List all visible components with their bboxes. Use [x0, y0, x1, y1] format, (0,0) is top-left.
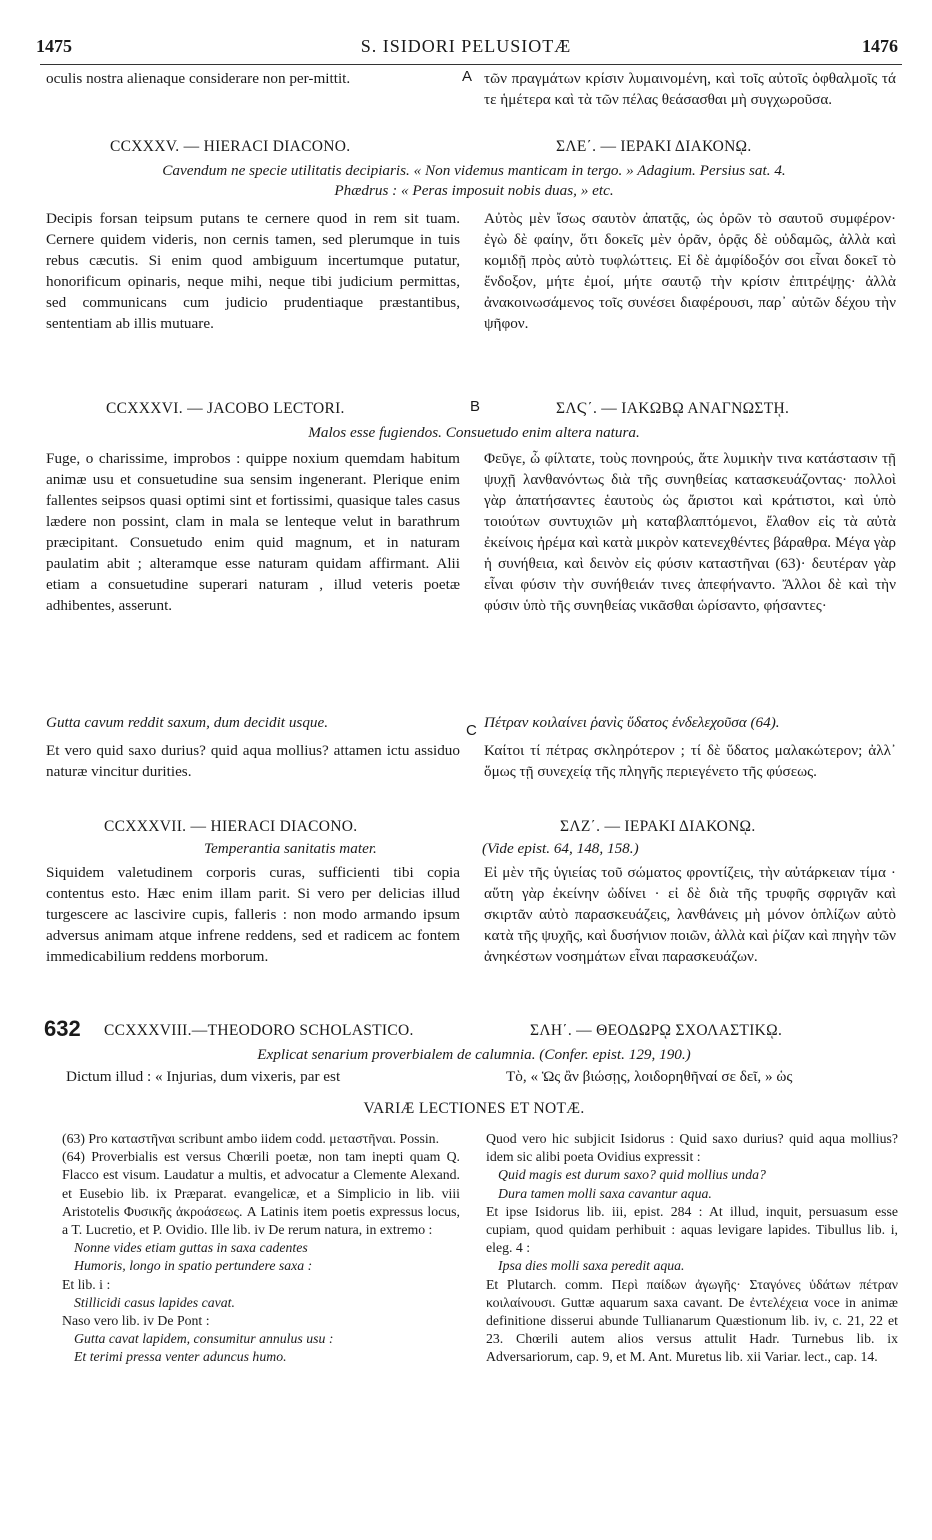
note-verse-line: Quid magis est durum saxo? quid mollius unda?	[498, 1167, 766, 1183]
letter-225-summary-cont: Phædrus : « Peras imposuit nobis duas, » etc.	[334, 182, 614, 199]
letter-225-summary: Cavendum ne specie utilitatis decipiaris. « Non videmus manticam in tergo. » Adagium. Persius sat. 4.	[162, 162, 786, 179]
letter-225-greek-body: Αὐτὸς μὲν ἴσως σαυτὸν ἀπατᾷς, ὡς ὁρῶν τὸ σαυτοῦ συμφέρον· ἐγὼ δὲ φαίην, ὅτι δοκεῖς μὲν ὁρᾶν, ὁρᾷς δὲ οὐδαμῶς, ἀλλὰ καὶ κομιδῇ πρὸς αὐτὸ τυφλώττεις. Εἰ δὲ ἀμφίδοξόν σοι εἶναι δοκεῖ τὸ ἔνδοξον, μήτε ἐμοί, μήτε σαυτῷ τὴν κρίσιν ἐπιτρέψῃς· ἀλλὰ ἀνακοινωσάμενος τοῖς συνέσει διαφέρουσι, παρ᾽ αὐτῶν δέχου τὴν ψῆφον.	[484, 210, 896, 332]
notes-left-column	[62, 1130, 460, 1367]
top-latin-text: oculis nostra alienaque considerare non per-mittit.	[46, 70, 351, 87]
page-number-left: 1475	[36, 36, 72, 56]
margin-marker-a: A	[462, 68, 473, 85]
note-verse-line: Ipsa dies molli saxa peredit aqua.	[498, 1258, 685, 1274]
notes-title: VARIÆ LECTIONES ET NOTÆ.	[363, 1100, 585, 1117]
note-paragraph: (64) Proverbialis est versus Chœrili poetæ, non tam inepti quam Q. Flacco est visum. Laudatur a multis, et advocatur a Clemente Alexand. et Eusebio lib. ix Præparat. evangelicæ, et a Simplicio in lib. viii Aristotelis Φυσικῆς ἀκροάσεως. A Latinis item poetis expressus locus, a T. Lucretio, et P. Ovidio. Ille lib. iv De rerum natura, in extremo :	[62, 1149, 460, 1238]
margin-marker-b: B	[470, 398, 481, 415]
letter-228-greek-heading: ΣΛΗ΄. — ΘΕΟΔΩΡῼ ΣΧΟΛΑΣΤΙΚῼ.	[530, 1022, 783, 1039]
letter-228-summary: Explicat senarium proverbialem de calumnia. (Confer. epist. 129, 190.)	[257, 1046, 691, 1063]
note-paragraph: (63) Pro καταστῆναι scribunt ambo iidem codd. μεταστῆναι. Possin.	[62, 1131, 440, 1146]
letter-227-greek-body: Εἰ μὲν τῆς ὑγιείας τοῦ σώματος φροντίζεις, τὴν αὐτάρκειαν τίμα · αὕτη γὰρ ἐκείνην ὠδίνει · εἰ δὲ διὰ τῆς τρυφῆς σφριγᾶν καὶ σκιρτᾶν αὐτὸ παρασκευάζεις, λανθάνεις μὴ μόνον ὁπλίζων αὐτὸ κατὰ τῆς ψυχῆς, καὶ δυσήνιον ποιῶν, ἀλλὰ καὶ ῥίζαν καὶ πηγὴν τῶν ἀνηκέστων νοσημάτων εἶναι παρασκευάζων.	[484, 864, 896, 965]
note-paragraph: Naso vero lib. iv De Pont :	[62, 1313, 210, 1329]
letter-226-latin-body: Fuge, o charissime, improbos : quippe noxium quemdam habitum animæ usu et consuetudine sua sensim ingenerant. Plerique enim fallentes seipsos quasi optimi sint et fortissimi, quasique tales casus lædere non possint, clam in mala se lenteque velut in barathrum præcipitant. Consuetudo enim quid magnum, et in naturam paulatim abit ; alteramque esse naturam quidam affirmant. Alii etiam a consuetudine superari naturam , illud veteris poetæ adhibentes, asserunt.	[46, 450, 460, 614]
letter-226-greek-after: Καίτοι τί πέτρας σκληρότερον ; τί δὲ ὕδατος μαλακώτερον; ἀλλ᾽ ὅμως τῇ συνεχείᾳ τῆς πληγῆς περιεγένετο τῆς φύσεως.	[484, 742, 896, 780]
note-verse-line: Humoris, longo in spatio pertundere saxa :	[74, 1258, 313, 1274]
note-verse-line: Et terimi pressa venter aduncus humo.	[74, 1349, 287, 1365]
letter-225-latin-body: Decipis forsan teipsum putans te cernere quod in rem sit tuam. Cernere quidem videris, non cernis tamen, sed plerumque in tuis rebus cæcutis. Si enim quod ambiguum incertumque putatur, honorificum opinaris, neque mihi, neque tibi judicium permittas, sed communicans cum judicio prudentiaque præstantibus, sententiam ab illis mutuare.	[46, 210, 460, 332]
margin-column-number: 632	[44, 1016, 81, 1041]
note-verse-line: Nonne vides etiam guttas in saxa cadentes	[74, 1240, 308, 1256]
note-paragraph: Et lib. i :	[62, 1276, 111, 1292]
letter-227-summary: Temperantia sanitatis mater.	[204, 840, 377, 857]
note-verse-line: Gutta cavat lapidem, consumitur annulus usu :	[74, 1331, 334, 1347]
letter-226-greek-heading: ΣΛϚ΄. — ΙΑΚΩΒῼ ΑΝΑΓΝΩΣΤῌ.	[556, 400, 790, 417]
letter-226-summary: Malos esse fugiendos. Consuetudo enim altera natura.	[308, 424, 640, 441]
notes-right-column	[486, 1130, 898, 1367]
page-title: S. ISIDORI PELUSIOTÆ	[360, 36, 572, 56]
letter-228-latin-body: Dictum illud : « Injurias, dum vixeris, par est	[66, 1068, 341, 1085]
letter-227-latin-body: Siquidem valetudinem corporis curas, sufficienti tibi copia contentus esto. Hæc enim illam parit. Si vero per delicias illud turgescere ac lascivire cupis, falleris : non modo armando ipsum adversus animam atque infrene reddens, sed et radicem ac fontem immedicabilium reddens morborum.	[46, 864, 460, 965]
letter-228-greek-body: Τὸ, « Ὡς ἂν βιώσῃς, λοιδορηθῆναί σε δεῖ, » ὡς	[506, 1068, 793, 1085]
letter-227-latin-heading: CCXXXVII. — HIERACI DIACONO.	[104, 818, 358, 835]
page-number-right: 1476	[862, 36, 898, 56]
letter-225-greek-heading: ΣΛΕ΄. — ΙΕΡΑΚΙ ΔΙΑΚΟΝῼ.	[556, 138, 752, 155]
note-paragraph: Et Plutarch. comm. Περὶ παίδων ἀγωγῆς· Σταγόνες ὑδάτων πέτραν κοιλαίνουσι. Guttæ aquarum saxa cavant. De ἐντελέχεια voce in animæ definitione disserui abunde Tullianarum Quæstionum lib. iv, c. 21, 22 et 23. Chœrili autem alios versus attulit Hadr. Turnebus lib. ix Adversariorum, cap. 9, et M. Ant. Muretus lib. xii Variar. lect., cap. 14.	[486, 1276, 898, 1365]
letter-228-latin-heading: CCXXXVIII.—THEODORO SCHOLASTICO.	[104, 1022, 414, 1039]
running-header	[28, 36, 904, 62]
letter-226-latin-verse: Gutta cavum reddit saxum, dum decidit usque.	[46, 714, 329, 731]
note-paragraph: Quod vero hic subjicit Isidorus : Quid saxo durius? quid aqua mollius? idem sic alibi poeta Ovidius expressit :	[486, 1131, 898, 1165]
letter-227-greek-heading: ΣΛΖ΄. — ΙΕΡΑΚΙ ΔΙΑΚΟΝῼ.	[560, 818, 756, 835]
letter-225-latin-heading: CCXXXV. — HIERACI DIACONO.	[110, 138, 351, 155]
letter-226-greek-body: Φεῦγε, ὦ φίλτατε, τοὺς πονηρούς, ἅτε λυμικὴν τινα κατάστασιν τῇ ψυχῇ λανθανόντως διὰ τῆς συνηθείας κατασκευάζοντας· πολλοὶ γὰρ ἀπατήσαντες ἑαυτοὺς ὡς ἄριστοι καὶ κράτιστοι, καὶ ὑπὸ τοιούτων συντυχιῶν μὴ καταβλαπτόμενοι, ἔλαθον εἰς τὰ αὐτὰ ἐκείνοις ἠρέμα καὶ κατὰ μικρὸν κατενεχθέντες βάραθρα. Μέγα γὰρ ἡ συνήθεια, καὶ δεινὸν εἰς φύσιν καταστῆναι (63)· δευτέραν γὰρ εἶναι φύσιν τὴν συνήθειάν τινες ἀπεφήναντο. Ἄλλοι δὲ καὶ τὴν φύσιν ὑπὸ τῆς συνηθείας νικᾶσθαι ὡρίσαντο, φήσαντες·	[484, 450, 896, 614]
header-rule	[40, 64, 902, 65]
letter-226-greek-verse: Πέτραν κοιλαίνει ῥανὶς ὕδατος ἐνδελεχοῦσα (64).	[484, 714, 780, 731]
letter-226-latin-heading: CCXXXVI. — JACOBO LECTORI.	[106, 400, 345, 417]
note-verse-line: Stillicidi casus lapides cavat.	[74, 1294, 235, 1310]
top-greek-text: τῶν πραγμάτων κρίσιν λυμαινομένη, καὶ τοῖς αὐτοῖς ὀφθαλμοῖς τά τε ἡμέτερα καὶ τὰ τῶν πέλας θεάσασθαι μὴ συγχωροῦσα.	[484, 70, 896, 108]
letter-226-latin-after: Et vero quid saxo durius? quid aqua mollius? attamen ictu assiduo naturæ vincitur durities.	[46, 742, 460, 780]
note-verse-line: Dura tamen molli saxa cavantur aqua.	[498, 1185, 712, 1201]
note-paragraph: Et ipse Isidorus lib. iii, epist. 284 : At illud, inquit, persuasum esse cupiam, quod quidam perhibuit : aquas levigare lapides. Tibullus lib. i, eleg. 4 :	[486, 1203, 898, 1256]
letter-227-summary-ref: (Vide epist. 64, 148, 158.)	[482, 840, 639, 857]
margin-marker-c: C	[466, 722, 477, 739]
